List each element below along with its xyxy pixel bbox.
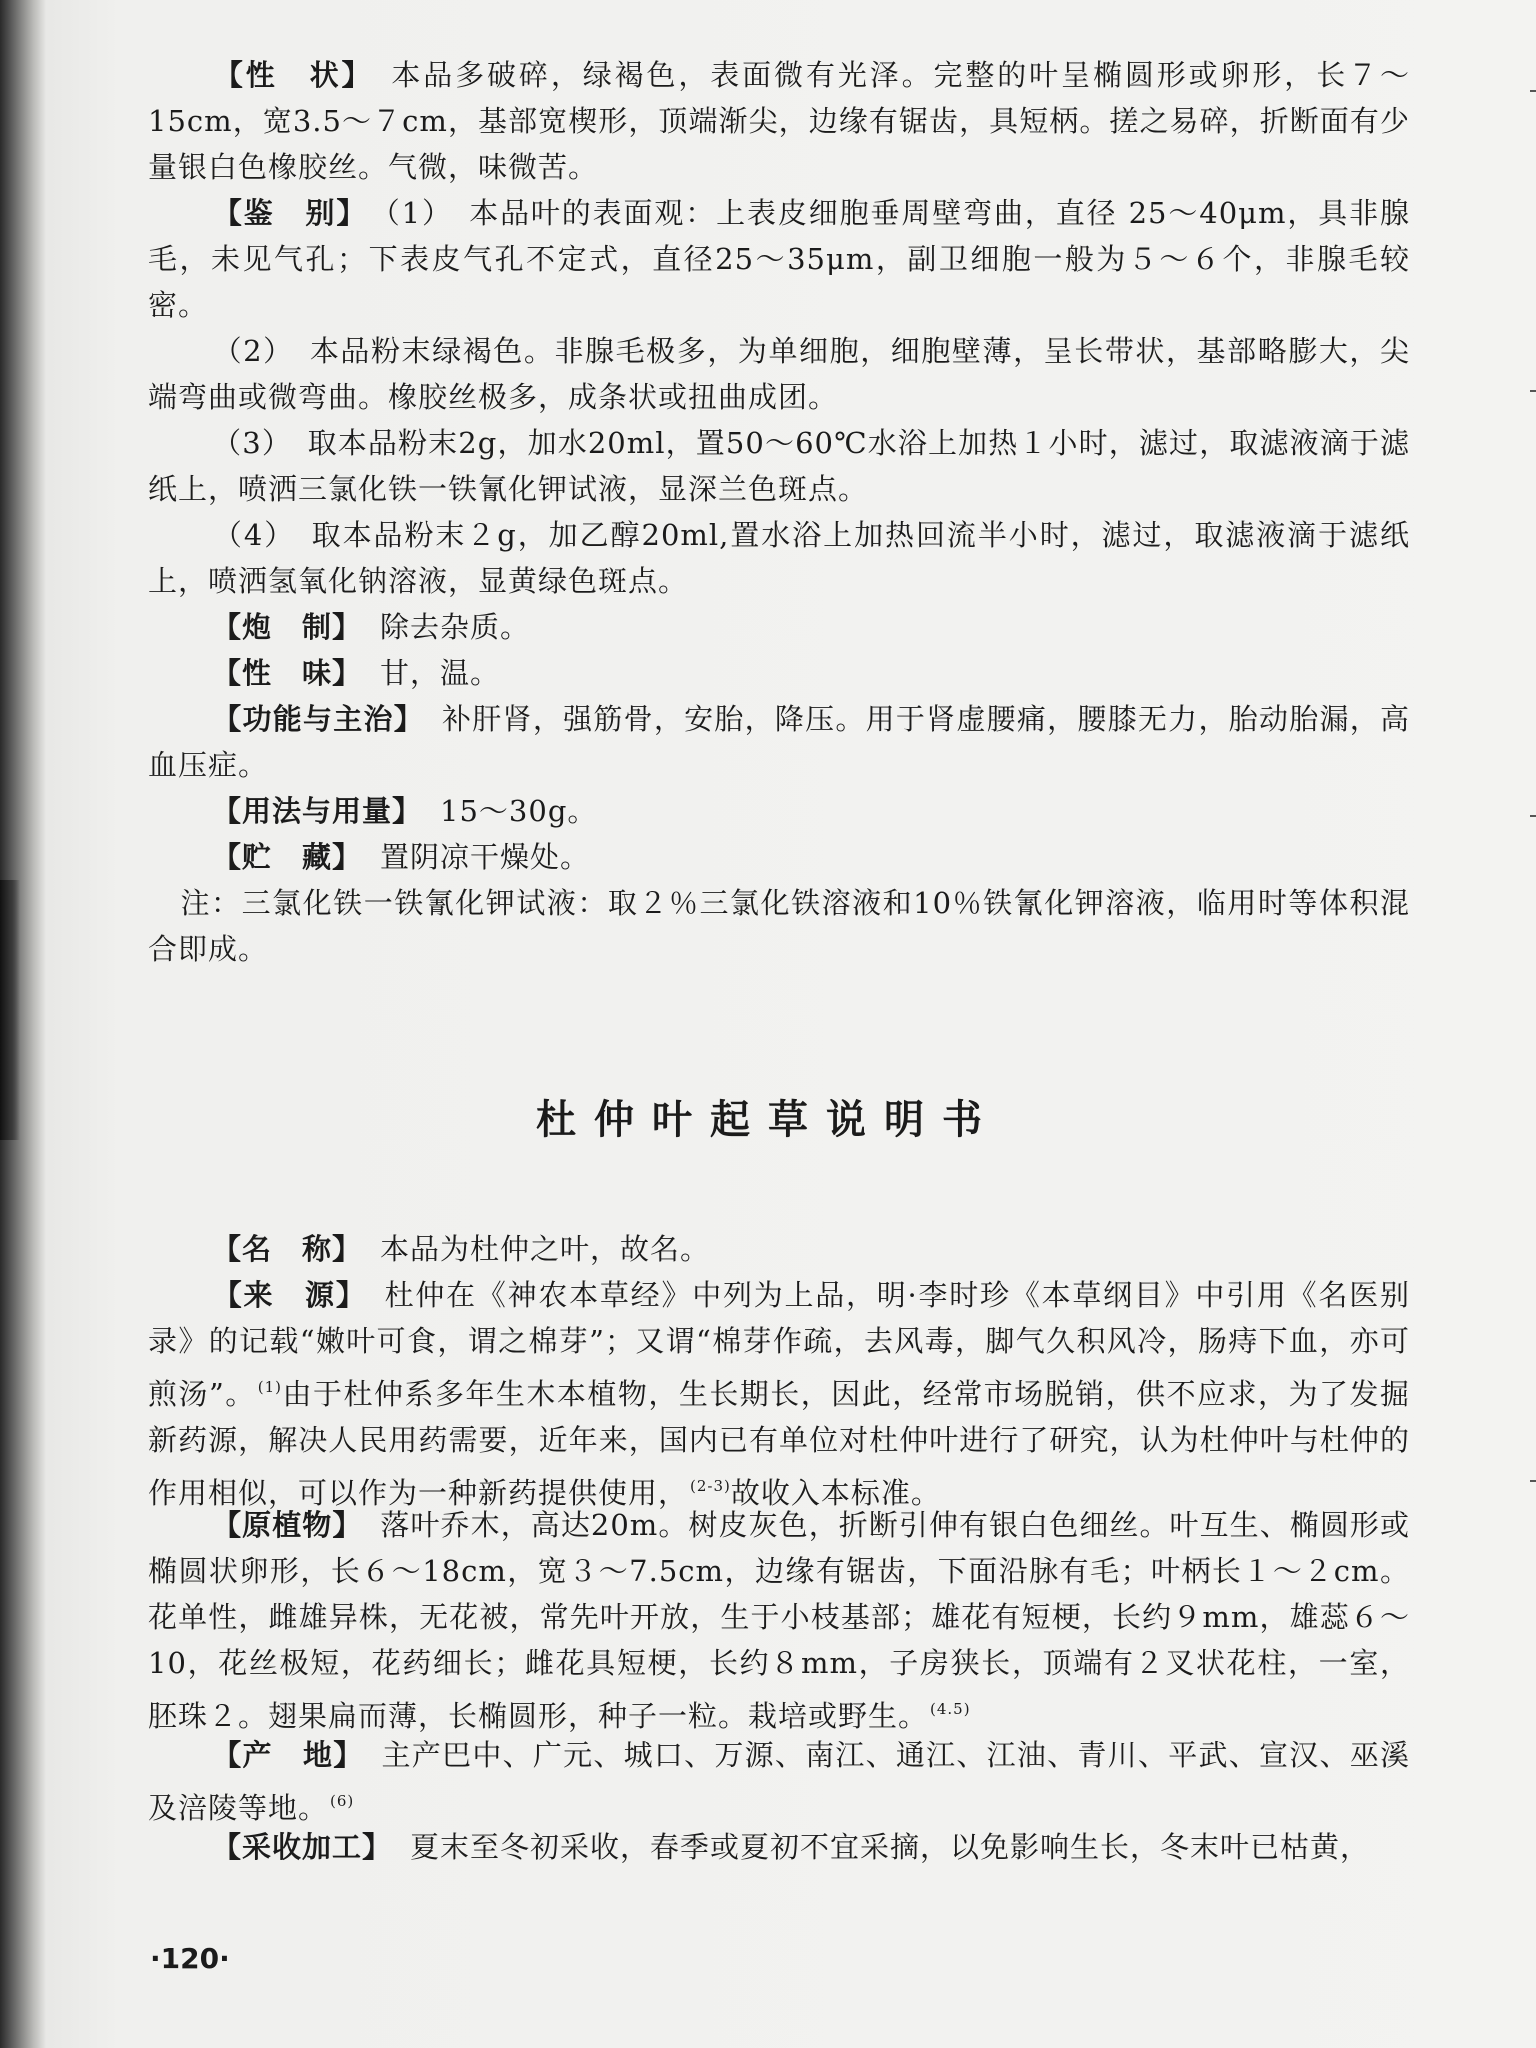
section-yuanzhiwu [148,1502,1410,1739]
paragraph-jianbie-4 [148,512,1410,604]
section-text: 主产巴中、广元、城口、万源、南江、通江、江油、青川、平武、宣汉、巫溪及涪陵等地。 [148,1738,1410,1825]
section-text: 15～30g。 [440,794,598,828]
section-label: 【用法与用量】 [212,794,423,828]
section-text: 落叶乔木，高达20m。树皮灰色，折断引伸有银白色细丝。叶互生、椭圆形或椭圆状卵形，长６～18cm，宽３～7.5cm，边缘有锯齿，下面沿脉有毛；叶柄长１～２cm。花单性，雌雄异株，无花被，常先叶开放，生于小枝基部；雄花有短梗，长约９mm，雄蕊６～10，花丝极短，花药细长；雌花具短梗，长约８mm，子房狭长，顶端有２叉状花柱，一室，胚珠２。翅果扁而薄，长椭圆形，种子一粒。栽培或野生。 [148,1508,1410,1733]
note-reagent [148,880,1410,972]
document-title: 杜仲叶起草说明书 [536,1097,1000,1143]
section-text: 夏末至冬初采收，春季或夏初不宜采摘，以免影响生长，冬末叶已枯黄， [410,1830,1371,1864]
paragraph-jianbie-2 [148,328,1410,420]
paragraph-text: （4） 取本品粉末２g，加乙醇20ml,置水浴上加热回流半小时，滤过，取滤液滴于滤纸上，喷洒氢氧化钠溶液，显黄绿色斑点。 [148,518,1410,598]
section-zhucang [148,834,1410,880]
section-text: 甘，温。 [380,656,501,690]
citation-ref: (1) [257,1378,283,1396]
section-label: 【性 味】 [212,656,363,690]
section-gongneng [148,696,1410,788]
section-paozhi [148,604,1410,650]
section-label: 【来 源】 [212,1278,367,1312]
section-text: 由于杜仲系多年生木本植物，生长期长，因此，经常市场脱销，供不应求，为了发掘新药源，解决人民用药需要，近年来，国内已有单位对杜仲叶进行了研究，认为杜仲叶与杜仲的作用相似，可以作为一种新药提供使用， [148,1377,1410,1510]
citation-ref: (2-3) [690,1477,731,1495]
section-chandi [148,1732,1410,1831]
section-text: 补肝肾，强筋骨，安胎，降压。用于肾虚腰痛，腰膝无力，胎动胎漏，高血压症。 [148,702,1410,782]
section-yongfa [148,788,1410,834]
section-text: 置阴凉干燥处。 [380,840,591,874]
page-number: ·120· [150,1942,230,1975]
page-edge-mark [1530,1480,1536,1482]
section-label: 【炮 制】 [212,610,363,644]
section-text: 本品多破碎，绿褐色，表面微有光泽。完整的叶呈椭圆形或卵形，长７～15cm，宽3.5～７cm，基部宽楔形，顶端渐尖，边缘有锯齿，具短柄。搓之易碎，折断面有少量银白色橡胶丝。气微，味微苦。 [148,58,1410,184]
section-label: 【原植物】 [212,1508,363,1542]
section-text: 本品为杜仲之叶，故名。 [380,1232,711,1266]
section-text: 杜仲在《神农本草经》中列为上品，明·李时珍《本草纲目》中引用《名医别录》的记载“嫩叶可食，谓之棉芽”；又谓“棉芽作疏，去风毒，脚气久积风冷，肠痔下血，亦可煎汤”。 [148,1278,1410,1411]
section-text: （1） 本品叶的表面观：上表皮细胞垂周壁弯曲，直径 25～40μm，具非腺毛，未见气孔；下表皮气孔不定式，直径25～35μm，副卫细胞一般为５～６个，非腺毛较密。 [148,196,1410,322]
paragraph-text: （2） 本品粉末绿褐色。非腺毛极多，为单细胞，细胞壁薄，呈长带状，基部略膨大，尖端弯曲或微弯曲。橡胶丝极多，成条状或扭曲成团。 [148,334,1410,414]
section-label: 【性 状】 [212,58,374,92]
citation-ref: (4.5) [930,1700,971,1718]
page-edge-mark [1530,390,1536,392]
section-label: 【贮 藏】 [212,840,363,874]
section-xingzhuang [148,52,1410,190]
section-label: 【产 地】 [212,1738,364,1772]
page-edge-mark [1530,90,1536,92]
section-label: 【采收加工】 [212,1830,393,1864]
section-laiyuan [148,1272,1410,1516]
section-mingcheng [148,1226,1410,1272]
section-label: 【鉴 别】 [212,196,368,230]
citation-ref: (6) [330,1792,355,1810]
paragraph-text: （3） 取本品粉末2g，加水20ml，置50～60℃水浴上加热１小时，滤过，取滤液滴于滤纸上，喷洒三氯化铁一铁氰化钾试液，显深兰色斑点。 [148,426,1410,506]
section-xingwei [148,650,1410,696]
note-text: 注：三氯化铁一铁氰化钾试液：取２％三氯化铁溶液和10％铁氰化钾溶液，临用时等体积混合即成。 [148,886,1410,966]
section-jianbie [148,190,1410,328]
section-caishou [148,1824,1410,1870]
section-text: 除去杂质。 [380,610,531,644]
paragraph-jianbie-3 [148,420,1410,512]
section-text: 故收入本标准。 [730,1476,941,1510]
page-edge-mark [1530,815,1536,817]
section-label: 【名 称】 [212,1232,363,1266]
section-label: 【功能与主治】 [212,702,425,736]
